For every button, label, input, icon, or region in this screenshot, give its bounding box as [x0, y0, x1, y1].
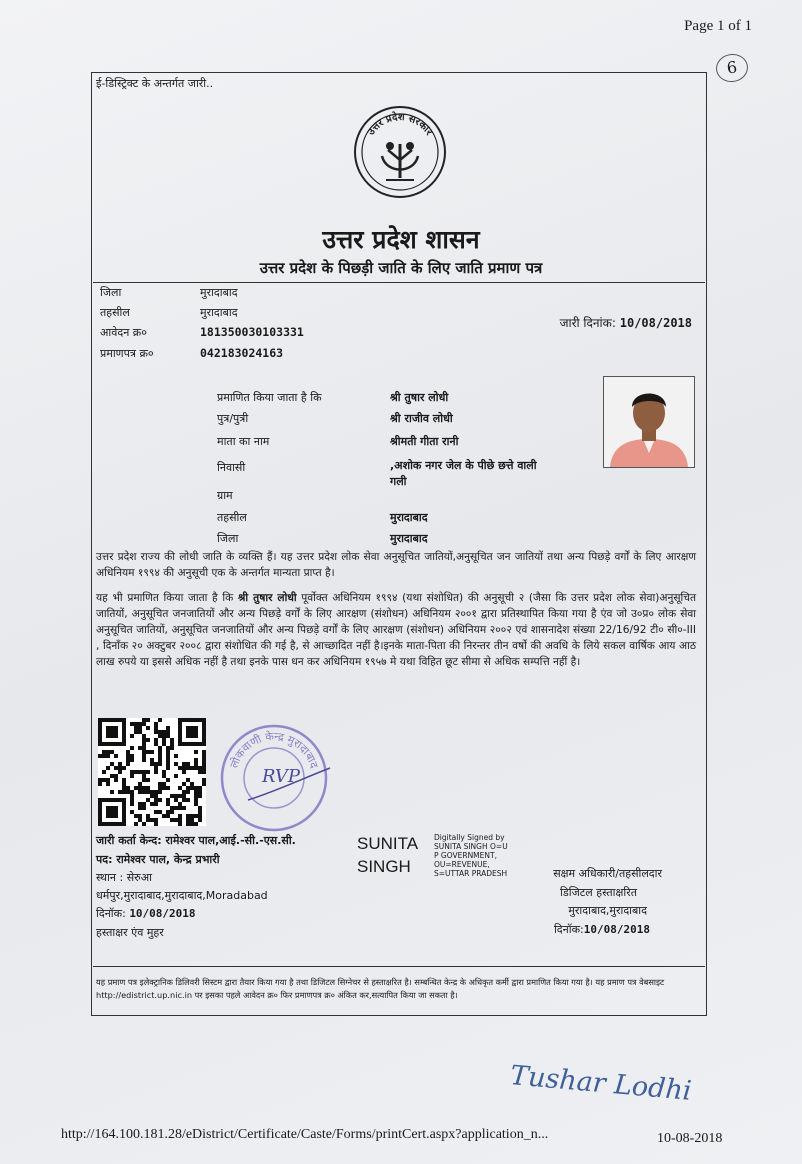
- tehsil-label: तहसील: [100, 306, 130, 319]
- mother-name: श्रीमती गीता रानी: [390, 435, 459, 448]
- resident-label: निवासी: [217, 461, 246, 474]
- issuer-date-value: 10/08/2018: [129, 907, 196, 920]
- father-name: श्री राजीव लोधी: [390, 412, 453, 425]
- caste-statement-paragraph: उत्तर प्रदेश राज्य की लोधी जाति के व्यक्ति हैं। यह उत्तर प्रदेश लोक सेवा अनुसूचित जातियों,अनुसूचित जन जातियों तथा अन्य पिछड़े वर्गों के लिए आरक्षण अधिनियम १९९४ की अनुसूची एक के अन्तर्गत मान्यता प्राप्त है।: [96, 551, 696, 579]
- village-label: ग्राम: [217, 489, 233, 502]
- certification-body: पूर्वोक्त अधिनियम १९९४ (यथा संशोधित) की अनुसूची २ (जैसा कि उत्तर प्रदेश लोक सेवा)अनुसूचित जातियों, अनुसूचित जनजातियों और अन्य पिछड़े वर्गों के लिए आरक्षण (संशोधन) अधिनियम २००१ द्वारा प्रतिस्थापित किया गया है एंव जो उ०प्र० लोक सेवा अनुसूचित जातियों, अनुसूचित जनजातियों और अन्य पिछड़े वर्गों के लिए आरक्षण (संशोधन) अधिनियम २००२ एवं शासनादेश संख्या 22/16/92 टी० सी०-III , दिनाँक २० अक्टुबर २००८ द्वारा संशोधित की गई है, से आच्छादित नहीं है।इनके माता-पिता की निरन्तर तीन वर्षो की अवधि के लिये सकल वार्षिक आय आठ लाख रुपये या इससे अधिक नहीं है तथा इनके पास धन कर अधिनियम १९५७ मे यथा विहित छूट सीमा से अधिक सम्पत्ति नहीं है।: [96, 592, 696, 668]
- stamp-text: लोकवाणी केन्द्र मुरादाबाद: [227, 729, 321, 770]
- edistrict-label: ई-डिस्ट्रिक्ट के अन्तर्गत जारी..: [96, 77, 214, 90]
- issuer-post: पद: रामेश्वर पाल, केन्द्र प्रभारी: [96, 853, 220, 866]
- certification-paragraph: [96, 590, 696, 670]
- issue-date-value: 10/08/2018: [619, 316, 692, 330]
- document-title: उत्तर प्रदेश शासन: [322, 225, 480, 254]
- footnote: यह प्रमाण पत्र इलेक्ट्रानिक डिलिवरी सिस्टम द्वारा तैयार किया गया है तथा डिजिटल सिग्नेचर से हस्ताक्षरित है। सम्बन्धित केन्द्र के अधिकृत कर्मी द्वारा प्रमाणित किया गया है। यह प्रमाण पत्र वेबसाइट http://edistrict.up.nic.in पर इसका पहले आवेदन क्र० फिर प्रमाणपत्र क्र० अंकित कर,सत्यापित किया जा सकता है।: [96, 977, 665, 1000]
- certificate-no-value: 042183024163: [200, 346, 284, 360]
- authority-signed: डिजिटल हस्ताक्षरित: [560, 886, 637, 899]
- authority-date: [554, 922, 650, 937]
- signer-last-name: SINGH: [357, 857, 411, 876]
- emblem-text: उत्तर प्रदेश सरकार: [365, 111, 435, 138]
- issuer-center: जारी कर्ता केन्द: रामेश्वर पाल,आई.-सी.-एस.सी.: [96, 834, 296, 847]
- certification-intro: यह भी प्रमाणित किया जाता है कि: [96, 592, 238, 604]
- authority-date-value: 10/08/2018: [583, 923, 650, 936]
- issuer-address: धर्मपुर,मुरादाबाद,मुरादाबाद,Moradabad: [96, 889, 268, 902]
- resident-address-line2: गली: [390, 475, 407, 488]
- digital-signature-details: Digitally Signed by SUNITA SINGH O=U P GOVERNMENT, OU=REVENUE, S=UTTAR PRADESH: [434, 833, 508, 878]
- applicant-name: श्री तुषार लोधी: [390, 391, 449, 404]
- certificate-no-label: प्रमाणपत्र क्र०: [100, 347, 154, 360]
- qr-code: [98, 718, 206, 826]
- handwritten-signature: Tushar Lodhi: [508, 1060, 693, 1107]
- footnote-divider: [93, 966, 705, 967]
- applicant-photo: [603, 376, 695, 468]
- application-no-value: 181350030103331: [200, 325, 304, 339]
- certified-label: प्रमाणित किया जाता है कि: [217, 391, 322, 404]
- district-value: मुरादाबाद: [200, 286, 238, 299]
- issue-date: [560, 314, 692, 331]
- svg-text:लोकवाणी केन्द्र मुरादाबाद: [227, 730, 320, 770]
- district-label: जिला: [100, 286, 122, 299]
- issuer-place: स्थान : सेरुआ: [96, 871, 152, 884]
- son-daughter-label: पुत्र/पुत्री: [217, 412, 249, 425]
- office-stamp: [214, 722, 334, 838]
- detail-tehsil-label: तहसील: [217, 511, 247, 524]
- authority-place: मुरादाबाद,मुरादाबाद: [568, 904, 647, 917]
- browser-footer-date: 10-08-2018: [657, 1131, 723, 1146]
- issuer-sign-label: हस्ताक्षर एंव मुहर: [96, 926, 164, 939]
- digital-signer-name: [357, 832, 418, 878]
- authority-date-label: दिनॉक:: [553, 923, 584, 936]
- certification-name: श्री तुषार लोधी: [237, 592, 297, 604]
- browser-page-label: Page 1 of 1: [684, 18, 752, 34]
- signer-first-name: SUNITA: [357, 834, 419, 853]
- handwritten-page-number: 6: [714, 52, 750, 84]
- up-government-emblem-icon: [352, 104, 448, 204]
- detail-tehsil-value: मुरादाबाद: [390, 511, 428, 524]
- tehsil-value: मुरादाबाद: [200, 306, 238, 319]
- detail-district-value: मुरादाबाद: [390, 532, 428, 545]
- issuer-date: [96, 906, 196, 921]
- mother-label: माता का नाम: [217, 435, 270, 448]
- resident-address-line1: ,अशोक नगर जेल के पीछे छत्ते वाली: [390, 459, 537, 472]
- issuer-date-label: दिनॉक:: [96, 907, 126, 920]
- browser-footer-url: http://164.100.181.28/eDistrict/Certificate/Caste/Forms/printCert.aspx?application_n...: [61, 1127, 549, 1142]
- application-no-label: आवेदन क्र०: [100, 326, 147, 339]
- stamp-initials: RVP: [262, 766, 301, 787]
- authority-title: सक्षम अधिकारी/तहसीलदार: [553, 867, 662, 880]
- document-subtitle: उत्तर प्रदेश के पिछड़ी जाति के लिए जाति प्रमाण पत्र: [259, 259, 543, 277]
- header-divider: [93, 282, 705, 283]
- issue-date-label: जारी दिनांक:: [559, 316, 616, 330]
- detail-district-label: जिला: [217, 532, 239, 545]
